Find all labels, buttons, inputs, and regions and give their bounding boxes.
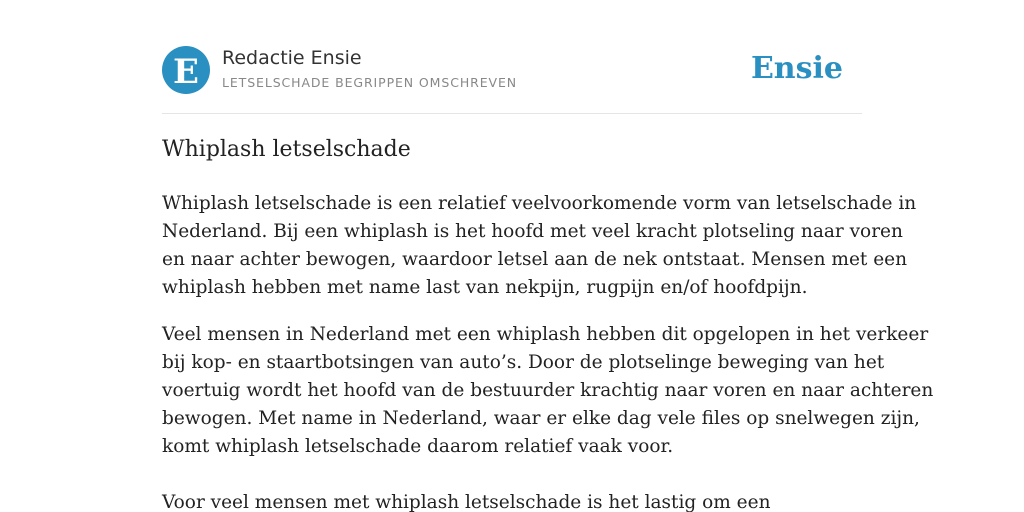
- article-paragraph-3: [162, 489, 872, 512]
- paragraph-line: en naar achter bewogen, waardoor letsel aan de nek ontstaat. Mensen met een: [162, 249, 908, 270]
- paragraph-line: Veel mensen in Nederland met een whiplash hebben dit opgelopen in het verkeer: [162, 324, 929, 345]
- brand-logo[interactable]: Ensie: [750, 51, 843, 86]
- article-paragraph-1: [162, 190, 917, 302]
- paragraph-line: voertuig wordt het hoofd van de bestuurder krachtig naar voren en naar achteren: [162, 380, 934, 401]
- paragraph-line: whiplash hebben met name last van nekpijn, rugpijn en/of hoofdpijn.: [162, 277, 808, 298]
- paragraph-line: Voor veel mensen met whiplash letselschade is het lastig om een: [162, 492, 771, 512]
- article-paragraph-2: [162, 321, 934, 461]
- paragraph-line: Nederland. Bij een whiplash is het hoofd met veel kracht plotseling naar voren: [162, 221, 903, 242]
- svg-text:E: E: [173, 52, 199, 92]
- ensie-e-glyph-icon: [162, 46, 210, 94]
- author-subtitle[interactable]: LETSELSCHADE BEGRIPPEN OMSCHREVEN: [222, 75, 518, 90]
- paragraph-line: komt whiplash letselschade daarom relatief vaak voor.: [162, 436, 674, 457]
- header-divider: [162, 113, 862, 114]
- ensie-logo-icon[interactable]: [162, 46, 210, 94]
- article-title: Whiplash letselschade: [162, 137, 411, 162]
- paragraph-line: Whiplash letselschade is een relatief veelvoorkomende vorm van letselschade in: [162, 193, 917, 214]
- article-header: [162, 46, 862, 96]
- author-name[interactable]: Redactie Ensie: [222, 47, 362, 69]
- paragraph-line: bewogen. Met name in Nederland, waar er elke dag vele files op snelwegen zijn,: [162, 408, 920, 429]
- paragraph-line: bij kop- en staartbotsingen van auto’s. Door de plotselinge beweging van het: [162, 352, 885, 373]
